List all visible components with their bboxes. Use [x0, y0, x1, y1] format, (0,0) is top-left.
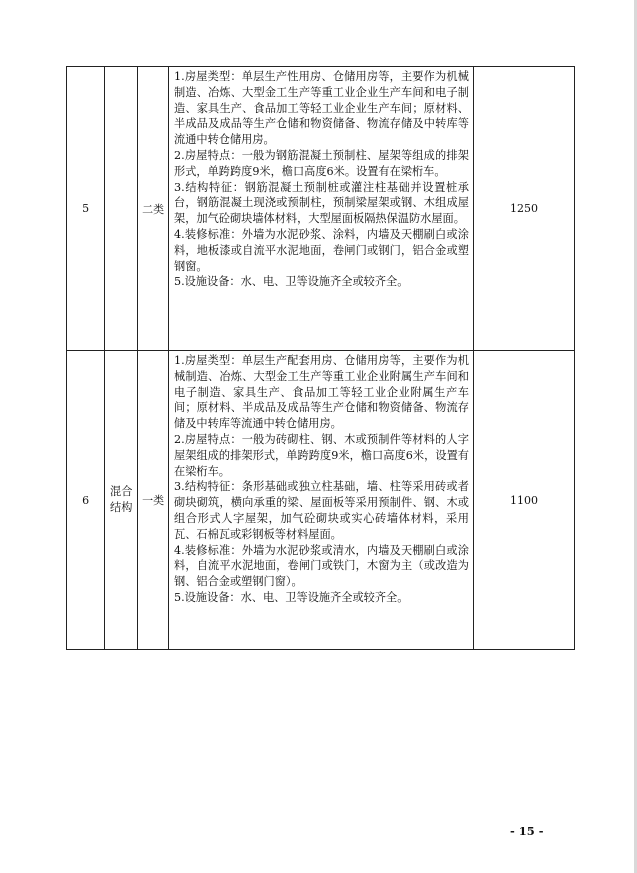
- description-cell: [169, 351, 474, 650]
- housing-standard-table: [66, 66, 575, 650]
- desc-type: 1.房屋类型：单层生产配套用房、仓储用房等，主要作为机械制造、冶炼、大型金工生产等重工业企业附属生产车间和电子制造、家具生产、食品加工等轻工业企业附属生产车间；原材料、半成品及成品等生产仓储和物资储备、物流存储及中转库等流通中转仓储用房。: [174, 354, 469, 431]
- table-row: [67, 351, 575, 650]
- description-cell: [169, 67, 474, 351]
- desc-facilities: 5.设施设备：水、电、卫等设施齐全或较齐全。: [174, 590, 409, 604]
- desc-decoration: 4.装修标准：外墙为水泥砂浆、涂料，内墙及天棚刷白或涂料，地板漆或自流平水泥地面，卷闸门或钢门，铝合金或塑钢窗。: [174, 227, 469, 273]
- structure-type: [105, 67, 138, 351]
- desc-features: 2.房屋特点：一般为砖砌柱、钢、木或预制件等材料的人字屋架组成的排架形式，单跨跨度9米，檐口高度6米，设置有在梁桁车。: [174, 432, 469, 478]
- row-number: 5: [67, 67, 105, 351]
- desc-features: 2.房屋特点：一般为钢筋混凝土预制柱、屋架等组成的排架形式，单跨跨度9米，檐口高度6米。设置有在梁桁车。: [174, 148, 469, 178]
- class-grade: 一类: [138, 351, 169, 650]
- structure-type: 混合结构: [105, 351, 138, 650]
- desc-type: 1.房屋类型：单层生产性用房、仓储用房等，主要作为机械制造、冶炼、大型金工生产等重工业企业生产车间和电子制造、家具生产、食品加工等轻工业企业生产车间；原材料、半成品及成品等生产仓储和物资储备、物流存储及中转库等流通中转仓储用房。: [174, 70, 469, 147]
- unit-price: 1100: [474, 351, 575, 650]
- desc-facilities: 5.设施设备：水、电、卫等设施齐全或较齐全。: [174, 275, 409, 289]
- desc-decoration: 4.装修标准：外墙为水泥砂浆或清水，内墙及天棚刷白或涂料，自流平水泥地面，卷闸门或铁门，木窗为主（或改造为钢、铝合金或塑钢门窗）。: [174, 543, 469, 589]
- table-row: [67, 67, 575, 351]
- class-grade: 二类: [138, 67, 169, 351]
- unit-price: 1250: [474, 67, 575, 351]
- page-number: - 15 -: [510, 824, 544, 838]
- desc-structure: 3.结构特征：条形基础或独立柱基础，墙、柱等采用砖或者砌块砌筑，横向承重的梁、屋面板等采用预制件、钢、木或组合形式人字屋架，加气砼砌块或实心砖墙体材料，采用瓦、石棉瓦或彩钢板等材料屋面。: [174, 480, 469, 541]
- row-number: 6: [67, 351, 105, 650]
- desc-structure: 3.结构特征：钢筋混凝土预制桩或灌注柱基础并设置桩承台，钢筋混凝土现浇或预制柱，预制梁屋架或钢、木组成屋架，加气砼砌块墙体材料，大型屋面板隔热保温防水屋面。: [174, 180, 469, 226]
